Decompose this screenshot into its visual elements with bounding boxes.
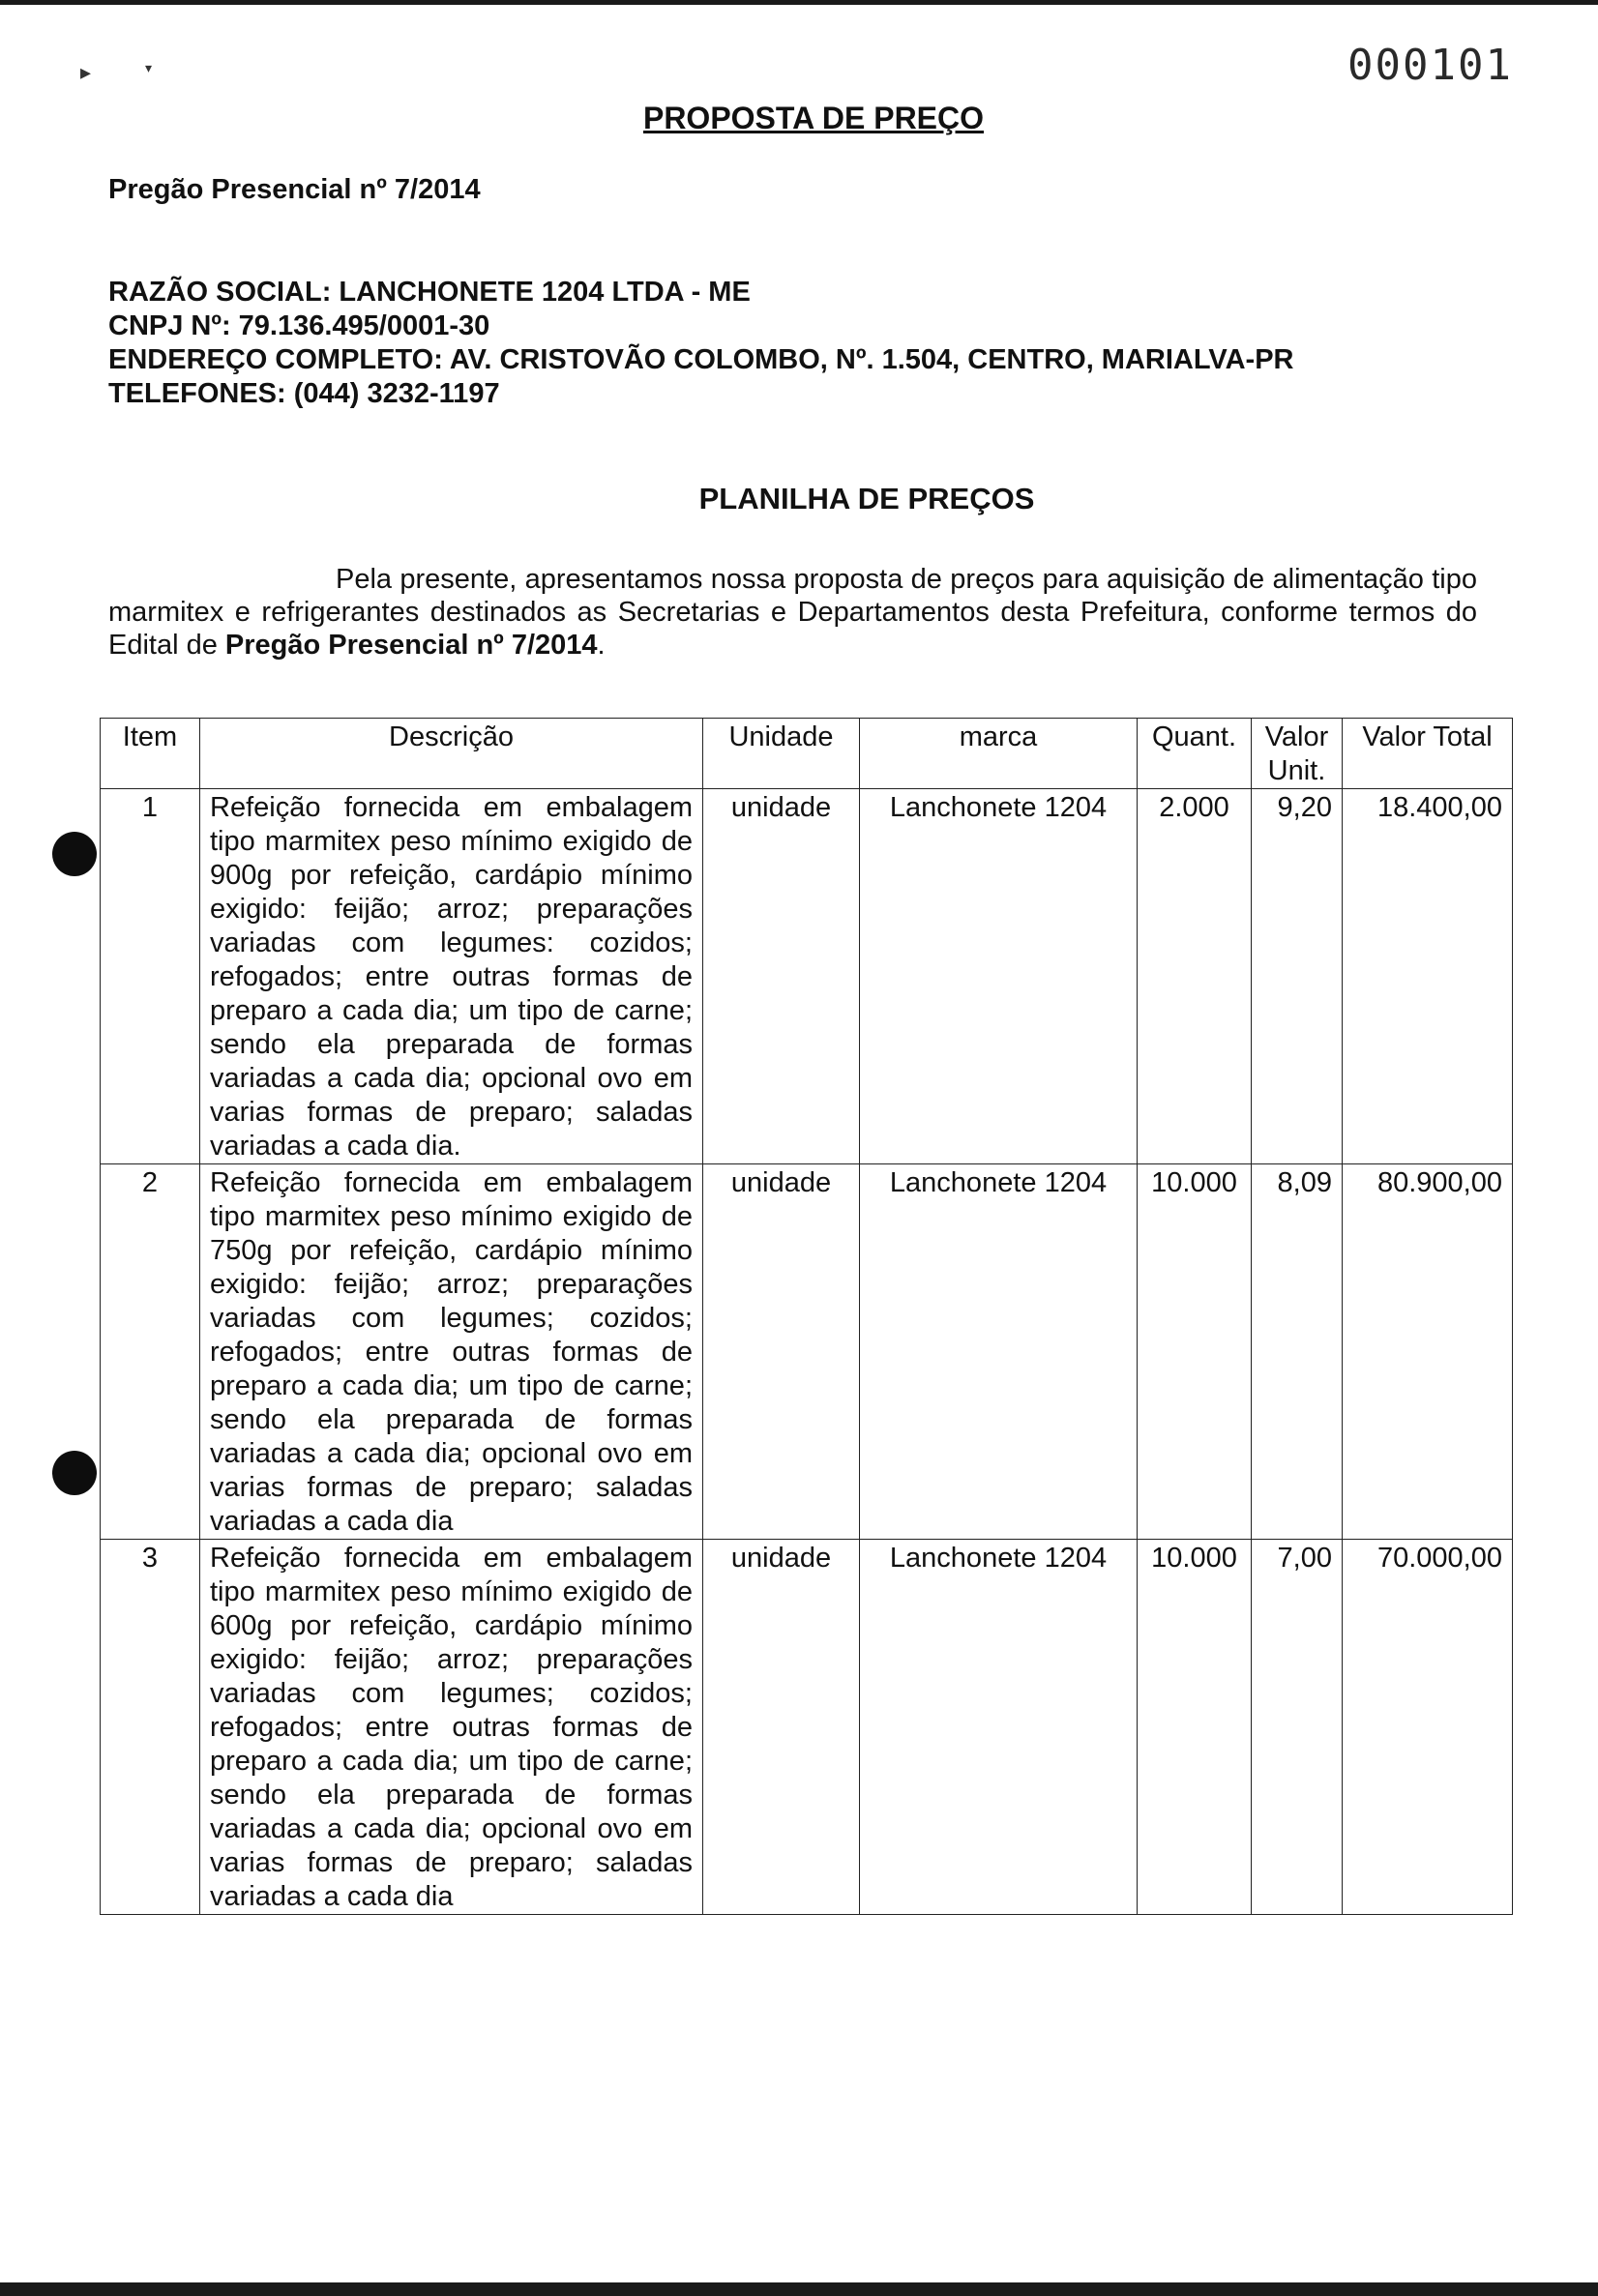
header-item: Item	[101, 719, 200, 789]
scan-speck-icon: ▸	[80, 60, 92, 84]
table-row	[101, 1540, 1513, 1915]
cell-unidade: unidade	[703, 1540, 860, 1915]
cell-descricao: Refeição fornecida em embalagem tipo marmitex peso mínimo exigido de 900g por refeição, cardápio mínimo exigido: feijão; arroz; preparações variadas com legumes: cozidos; refogados; entre outras formas de preparo a cada dia; um tipo de carne; sendo ela preparada de formas variadas a cada dia; opcional ovo em varias formas de preparo; saladas variadas a cada dia.	[200, 789, 703, 1164]
pregao-reference: Pregão Presencial nº 7/2014	[108, 174, 481, 205]
company-block	[108, 276, 1294, 411]
table-row	[101, 1164, 1513, 1540]
intro-text: Pela presente, apresentamos nossa proposta de preços para aquisição de alimentação tipo marmitex e refrigerantes destinados as Secretarias e Departamentos desta Prefeitura, conforme termos do Edital de	[108, 564, 1477, 661]
cell-marca: Lanchonete 1204	[860, 1540, 1138, 1915]
header-valor-unit: Valor Unit.	[1252, 719, 1343, 789]
cell-descricao: Refeição fornecida em embalagem tipo marmitex peso mínimo exigido de 750g por refeição, cardápio mínimo exigido: feijão; arroz; preparações variadas com legumes; cozidos; refogados; entre outras formas de preparo a cada dia; um tipo de carne; sendo ela preparada de formas variadas a cada dia; opcional ovo em varias formas de preparo; saladas variadas a cada dia	[200, 1164, 703, 1540]
cell-descricao: Refeição fornecida em embalagem tipo marmitex peso mínimo exigido de 600g por refeição, cardápio mínimo exigido: feijão; arroz; preparações variadas com legumes; cozidos; refogados; entre outras formas de preparo a cada dia; um tipo de carne; sendo ela preparada de formas variadas a cada dia; opcional ovo em varias formas de preparo; saladas variadas a cada dia	[200, 1540, 703, 1915]
header-valor-total: Valor Total	[1343, 719, 1513, 789]
intro-paragraph	[108, 563, 1477, 662]
cell-valor-unit: 9,20	[1252, 789, 1343, 1164]
punch-hole-icon	[52, 1451, 97, 1495]
cell-quant: 10.000	[1138, 1164, 1252, 1540]
page-number-stamp: 000101	[1347, 41, 1513, 90]
intro-bold-reference: Pregão Presencial nº 7/2014	[224, 630, 598, 661]
table-row	[101, 789, 1513, 1164]
cell-valor-total: 80.900,00	[1343, 1164, 1513, 1540]
section-title-text: PLANILHA DE PREÇOS	[698, 482, 1035, 515]
cell-marca: Lanchonete 1204	[860, 789, 1138, 1164]
punch-hole-icon	[52, 832, 97, 876]
cell-valor-total: 18.400,00	[1343, 789, 1513, 1164]
cell-unidade: unidade	[703, 789, 860, 1164]
scan-edge-bottom	[0, 2282, 1598, 2296]
document-title-text: PROPOSTA DE PREÇO	[642, 101, 985, 135]
header-marca: marca	[860, 719, 1138, 789]
scan-edge-top	[0, 0, 1598, 5]
company-telefones: TELEFONES: (044) 3232-1197	[108, 378, 500, 409]
cell-valor-total: 70.000,00	[1343, 1540, 1513, 1915]
cell-unidade: unidade	[703, 1164, 860, 1540]
company-razao-social: RAZÃO SOCIAL: LANCHONETE 1204 LTDA - ME	[108, 277, 751, 308]
table-header-row	[101, 719, 1513, 789]
intro-end: .	[597, 630, 606, 661]
cell-valor-unit: 7,00	[1252, 1540, 1343, 1915]
header-unidade: Unidade	[703, 719, 860, 789]
company-endereco: ENDEREÇO COMPLETO: AV. CRISTOVÃO COLOMBO, Nº. 1.504, CENTRO, MARIALVA-PR	[108, 344, 1294, 375]
header-quant: Quant.	[1138, 719, 1252, 789]
cell-quant: 2.000	[1138, 789, 1252, 1164]
cell-marca: Lanchonete 1204	[860, 1164, 1138, 1540]
company-cnpj: CNPJ Nº: 79.136.495/0001-30	[108, 310, 490, 341]
cell-item: 2	[101, 1164, 200, 1540]
cell-quant: 10.000	[1138, 1540, 1252, 1915]
header-descricao: Descrição	[200, 719, 703, 789]
section-title	[0, 482, 1598, 516]
cell-item: 3	[101, 1540, 200, 1915]
scan-speck-icon: ▾	[145, 60, 153, 75]
document-title	[0, 101, 1598, 136]
cell-valor-unit: 8,09	[1252, 1164, 1343, 1540]
cell-item: 1	[101, 789, 200, 1164]
price-table	[100, 718, 1513, 1915]
